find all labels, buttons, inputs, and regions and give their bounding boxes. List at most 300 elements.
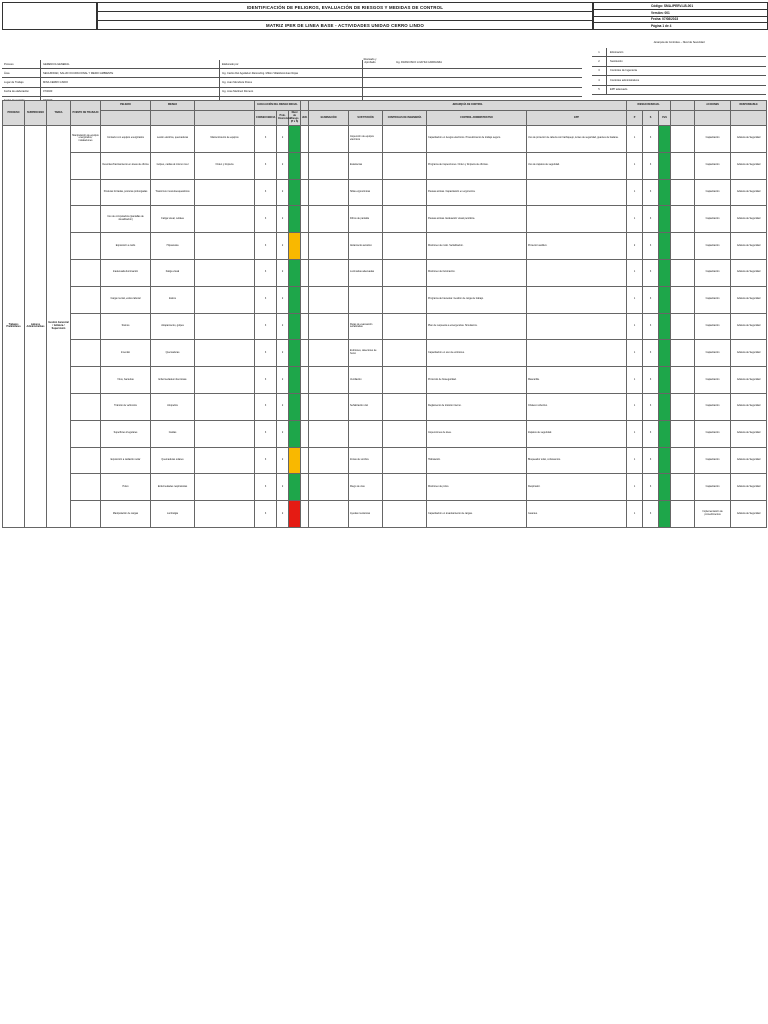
risk-level-cell: [289, 126, 301, 153]
elimination-cell: [195, 367, 255, 394]
residual-p-cell: 1: [627, 126, 643, 153]
engineering-cell: [383, 367, 427, 394]
col-consecuencia: CONSECUENCIA: [255, 111, 277, 126]
consequence-cell: 3: [255, 340, 277, 367]
elimination2-cell: [309, 367, 349, 394]
legend-item: [592, 67, 766, 76]
residual-s-cell: 3: [643, 233, 659, 260]
engineering-cell: [383, 286, 427, 313]
substitution-cell: Ayudas mecánicas: [349, 501, 383, 528]
elimination-cell: [195, 179, 255, 206]
responsible-cell: Jefatura de Seguridad: [731, 447, 767, 474]
elimination2-cell: [309, 393, 349, 420]
substitution-cell: Aislamiento acústico: [349, 233, 383, 260]
elimination2-cell: [309, 152, 349, 179]
col-subproceso: SUBPROCESO: [25, 101, 47, 126]
engineering-cell: [383, 206, 427, 233]
risk-level-cell: [289, 501, 301, 528]
action-cell: Capacitación: [695, 393, 731, 420]
doc-date: Fecha: 07/08/2023: [593, 16, 767, 23]
elimination-cell: [195, 340, 255, 367]
risk-level-cell: [289, 152, 301, 179]
hazard-cell: Manipulación de cargas: [101, 501, 151, 528]
col-tarea: TAREA: [47, 101, 71, 126]
consequence-cell: 3: [255, 152, 277, 179]
consequence-cell: 3: [255, 206, 277, 233]
elimination-cell: [195, 259, 255, 286]
col-proceso: PROCESO: [3, 101, 25, 126]
blank-cell: [671, 152, 695, 179]
info-label2: Ing. Jose Martinez Romero: [219, 88, 362, 96]
legend-number: 3: [592, 67, 607, 75]
action-cell: Capacitación: [695, 313, 731, 340]
engineering-cell: [383, 340, 427, 367]
document-codes: [592, 2, 768, 30]
action-cell: Capacitación: [695, 152, 731, 179]
consequence-cell: 3: [255, 313, 277, 340]
consequence-cell: 3: [255, 259, 277, 286]
elimination2-cell: [309, 447, 349, 474]
blank-cell: [671, 393, 695, 420]
info-value2: [362, 88, 582, 96]
post-cell: [71, 474, 101, 501]
residual-level-cell: [659, 393, 671, 420]
ppe-cell: Zapatos de seguridad.: [527, 420, 627, 447]
table-row: [3, 447, 767, 474]
residual-s-cell: 3: [643, 474, 659, 501]
consequence-cell: 3: [255, 126, 277, 153]
hazard-cell: Desorden/hacinamiento en áreas de oficina: [101, 152, 151, 179]
consequence-cell: 3: [255, 501, 277, 528]
post-cell: Manipulación de equipos energizados, instalaciones: [71, 126, 101, 153]
residual-p-cell: 1: [627, 206, 643, 233]
elimination-cell: [195, 313, 255, 340]
post-cell: [71, 179, 101, 206]
legend-text: Eliminación: [610, 50, 624, 54]
substitution-cell: Señalización vial: [349, 393, 383, 420]
post-cell: [71, 286, 101, 313]
jer-cell: [301, 474, 309, 501]
risk-level-cell: [289, 447, 301, 474]
responsible-cell: Jefatura de Seguridad: [731, 233, 767, 260]
legend-number: 5: [592, 86, 607, 94]
info-label: Lugar de Trabajo: [4, 80, 24, 84]
col-eliminacion: ELIMINACIÓN: [309, 111, 349, 126]
col-nivel: Nivel de Riesgo (P x S): [289, 111, 301, 126]
substitution-cell: Luminarias adecuadas: [349, 259, 383, 286]
jer-cell: [301, 286, 309, 313]
blank-cell: [671, 286, 695, 313]
info-label: Área: [4, 71, 10, 75]
post-cell: [71, 367, 101, 394]
col-acciones: ACCIONES: [695, 101, 731, 111]
admin-control-cell: Capacitación en levantamiento de cargas.: [427, 501, 527, 528]
col-ingenieria: CONTROLES DE INGENIERÍA: [383, 111, 427, 126]
table-row: [3, 420, 767, 447]
info-value: GERENCIA GENERAL: [40, 60, 219, 68]
engineering-cell: [383, 152, 427, 179]
probability-cell: 2: [277, 286, 289, 313]
table-row: [3, 367, 767, 394]
doc-code: Código: SMA-IPERV-LB-001: [651, 3, 694, 8]
blank-cell: [671, 126, 695, 153]
col-epp: EPP: [527, 111, 627, 126]
elimination-cell: [195, 501, 255, 528]
residual-level-cell: [659, 286, 671, 313]
table-row: [3, 340, 767, 367]
risk-matrix-table: [2, 100, 767, 528]
table-row: [3, 393, 767, 420]
col-responsable: RESPONSABLE: [731, 101, 767, 111]
hazard-cell: Uso de computadora (pantallas de visualización): [101, 206, 151, 233]
admin-control-cell: Programa de bienestar. Gestión de carga de trabajo.: [427, 286, 527, 313]
admin-control-cell: Pausas activas. Evaluación visual periódica.: [427, 206, 527, 233]
info-row: [2, 78, 582, 87]
probability-cell: 2: [277, 420, 289, 447]
post-cell: [71, 393, 101, 420]
legend-title: Jerarquía de Controles – Nivel de Severidad: [653, 41, 705, 44]
elimination2-cell: [309, 126, 349, 153]
ppe-cell: [527, 340, 627, 367]
engineering-cell: [383, 393, 427, 420]
consequence-cell: 3: [255, 420, 277, 447]
elimination-cell: [195, 286, 255, 313]
engineering-cell: [383, 233, 427, 260]
ppe-cell: [527, 259, 627, 286]
substitution-cell: [349, 286, 383, 313]
admin-control-cell: Capacitación en uso de extintores.: [427, 340, 527, 367]
action-cell: Capacitación: [695, 126, 731, 153]
admin-control-cell: Monitoreo de ruido. Señalización.: [427, 233, 527, 260]
substitution-cell: Ventilación: [349, 367, 383, 394]
responsible-cell: Jefatura de Seguridad: [731, 259, 767, 286]
ppe-cell: [527, 179, 627, 206]
hazard-cell: Inadecuada iluminación: [101, 259, 151, 286]
residual-level-cell: [659, 501, 671, 528]
consequence-cell: 3: [255, 367, 277, 394]
elimination2-cell: [309, 313, 349, 340]
probability-cell: 2: [277, 126, 289, 153]
jer-cell: [301, 206, 309, 233]
elimination2-cell: [309, 206, 349, 233]
col-peligro: PELIGRO: [101, 101, 151, 111]
responsible-cell: Jefatura de Seguridad: [731, 313, 767, 340]
responsible-cell: Jefatura de Seguridad: [731, 179, 767, 206]
elimination2-cell: [309, 340, 349, 367]
residual-p-cell: 1: [627, 340, 643, 367]
info-value2: [362, 60, 582, 68]
jer-cell: [301, 447, 309, 474]
residual-p-cell: 1: [627, 152, 643, 179]
col-pxs: PxS: [659, 111, 671, 126]
residual-s-cell: 3: [643, 340, 659, 367]
jer-cell: [301, 393, 309, 420]
hazard-cell: Superficies irregulares: [101, 420, 151, 447]
consequence-cell: 3: [255, 179, 277, 206]
residual-s-cell: 3: [643, 286, 659, 313]
admin-control-cell: Pausas activas. Capacitación en ergonomía.: [427, 179, 527, 206]
col-residual: RIESGO RESIDUAL: [627, 101, 671, 111]
action-cell: Capacitación: [695, 420, 731, 447]
legend-text: EPP adecuado: [610, 88, 628, 92]
engineering-cell: [383, 126, 427, 153]
table-row: [3, 206, 767, 233]
substitution-cell: Zonas de sombra: [349, 447, 383, 474]
residual-level-cell: [659, 126, 671, 153]
hazard-cell: Polvo: [101, 474, 151, 501]
risk-level-cell: [289, 206, 301, 233]
ppe-cell: Chaleco reflectivo.: [527, 393, 627, 420]
probability-cell: 2: [277, 447, 289, 474]
doc-version: Versión: 001: [593, 9, 767, 16]
residual-p-cell: 2: [627, 233, 643, 260]
blank-cell: [671, 420, 695, 447]
jer-cell: [301, 420, 309, 447]
residual-s-cell: 3: [643, 393, 659, 420]
residual-s-cell: 3: [643, 420, 659, 447]
title-line-3: MATRIZ IPER DE LINEA BASE - ACTIVIDADES UNIDAD CERRO LINDO: [97, 20, 593, 29]
legend-number: 2: [592, 57, 607, 65]
risk-level-cell: [289, 313, 301, 340]
residual-level-cell: [659, 474, 671, 501]
responsible-cell: Jefatura de Seguridad: [731, 474, 767, 501]
risk-cell: Trastornos musculoesqueléticos: [151, 179, 195, 206]
risk-level-cell: [289, 420, 301, 447]
info-row: [2, 60, 582, 69]
hazard-cell: Exposición a radiación solar: [101, 447, 151, 474]
elimination-cell: [195, 447, 255, 474]
hazard-cell: Contacto con equipos energizados: [101, 126, 151, 153]
elimination2-cell: [309, 474, 349, 501]
responsible-cell: Jefatura de Seguridad: [731, 152, 767, 179]
risk-cell: Quemaduras: [151, 340, 195, 367]
admin-control-cell: Reglamento de tránsito interno.: [427, 393, 527, 420]
ppe-cell: Protector auditivo.: [527, 233, 627, 260]
col-s: S: [643, 111, 659, 126]
jer-cell: [301, 179, 309, 206]
responsible-cell: Jefatura de Seguridad: [731, 206, 767, 233]
risk-cell: Enfermedades infecciosas: [151, 367, 195, 394]
probability-cell: 2: [277, 313, 289, 340]
elimination2-cell: [309, 501, 349, 528]
risk-level-cell: [289, 393, 301, 420]
residual-level-cell: [659, 206, 671, 233]
consequence-cell: 3: [255, 447, 277, 474]
elimination-cell: [195, 474, 255, 501]
residual-p-cell: 1: [627, 367, 643, 394]
risk-level-cell: [289, 367, 301, 394]
probability-cell: 2: [277, 259, 289, 286]
substitution-cell: Filtros de pantalla: [349, 206, 383, 233]
admin-control-cell: Monitoreo de iluminación.: [427, 259, 527, 286]
engineering-cell: [383, 259, 427, 286]
blank-cell: [671, 179, 695, 206]
table-row: [3, 152, 767, 179]
legend-item: [592, 86, 766, 95]
info-value: MINA CERRO LINDO: [40, 78, 219, 86]
risk-cell: Atrapamiento, golpes: [151, 313, 195, 340]
residual-s-cell: 3: [643, 126, 659, 153]
ppe-cell: Guantes.: [527, 501, 627, 528]
table-row: [3, 313, 767, 340]
probability-cell: 2: [277, 474, 289, 501]
blank-cell: [671, 313, 695, 340]
jer-cell: [301, 340, 309, 367]
probability-cell: 2: [277, 501, 289, 528]
blank-cell: [671, 447, 695, 474]
residual-level-cell: [659, 313, 671, 340]
residual-p-cell: 1: [627, 501, 643, 528]
info-label2: Ing. Juan Mendoza Flores: [219, 78, 362, 86]
risk-cell: Caídas: [151, 420, 195, 447]
elimination2-cell: [309, 179, 349, 206]
hazard-cell: Virus, bacterias: [101, 367, 151, 394]
residual-s-cell: 3: [643, 179, 659, 206]
legend-number: 4: [592, 76, 607, 84]
engineering-cell: [383, 447, 427, 474]
elimination2-cell: [309, 233, 349, 260]
action-cell: Capacitación: [695, 474, 731, 501]
table-row: [3, 474, 767, 501]
jer-cell: [301, 313, 309, 340]
risk-cell: Hipoacusia: [151, 233, 195, 260]
substitution-cell: Sillas ergonómicas: [349, 179, 383, 206]
probability-cell: 2: [277, 179, 289, 206]
action-cell: Capacitación: [695, 233, 731, 260]
responsible-cell: Jefatura de Seguridad: [731, 501, 767, 528]
blank-cell: [671, 474, 695, 501]
legend-text: Controles de Ingeniería: [610, 69, 637, 73]
engineering-cell: [383, 474, 427, 501]
legend-text: Controles administrativos: [610, 78, 640, 82]
substitution-cell: Rutas de evacuación señalizadas: [349, 313, 383, 340]
document-title-block: [96, 2, 594, 30]
ppe-cell: Mascarilla.: [527, 367, 627, 394]
action-cell: Capacitación: [695, 340, 731, 367]
col-prob: Prob. Ocurrencia: [277, 111, 289, 126]
legend-item: [592, 48, 766, 57]
responsible-cell: Jefatura de Seguridad: [731, 340, 767, 367]
residual-s-cell: 3: [643, 206, 659, 233]
blank-cell: [671, 206, 695, 233]
responsible-cell: Jefatura de Seguridad: [731, 420, 767, 447]
ppe-cell: [527, 286, 627, 313]
hazard-cell: Sismos: [101, 313, 151, 340]
consequence-cell: 3: [255, 286, 277, 313]
col-jer: JER.: [301, 111, 309, 126]
info-value: SEGURIDAD, SALUD OCUPACIONAL Y MEDIO AMBIENTE: [40, 69, 219, 77]
residual-s-cell: 3: [643, 501, 659, 528]
residual-level-cell: [659, 179, 671, 206]
col-evaluacion: EVALUACIÓN DEL RIESGO INICIAL: [255, 101, 301, 111]
consequence-cell: 3: [255, 393, 277, 420]
task-cell: Gestión Gerencial / Jefatura / Supervisión: [47, 126, 71, 528]
risk-cell: Quemaduras solares: [151, 447, 195, 474]
risk-cell: Atropellos: [151, 393, 195, 420]
residual-level-cell: [659, 447, 671, 474]
elimination-cell: [195, 233, 255, 260]
risk-cell: Fatiga visual: [151, 259, 195, 286]
info-value: 07/2023: [40, 88, 219, 96]
blank-cell: [671, 501, 695, 528]
action-cell: Capacitación: [695, 179, 731, 206]
engineering-cell: [383, 420, 427, 447]
responsible-cell: Jefatura de Seguridad: [731, 286, 767, 313]
action-cell: Capacitación: [695, 447, 731, 474]
hazard-cell: Tránsito de vehículos: [101, 393, 151, 420]
residual-s-cell: 3: [643, 152, 659, 179]
col-administrativo: CONTROL ADMINISTRATIVO: [427, 111, 527, 126]
engineering-cell: [383, 179, 427, 206]
probability-cell: 2: [277, 367, 289, 394]
jer-cell: [301, 126, 309, 153]
residual-level-cell: [659, 340, 671, 367]
action-cell: Capacitación: [695, 286, 731, 313]
residual-level-cell: [659, 420, 671, 447]
responsible-cell: Jefatura de Seguridad: [731, 393, 767, 420]
admin-control-cell: Plan de respuesta a emergencias. Simulacros.: [427, 313, 527, 340]
risk-level-cell: [289, 340, 301, 367]
ppe-cell: [527, 206, 627, 233]
col-medidas: JERARQUÍA DE CONTROL: [309, 101, 627, 111]
admin-control-cell: Programa de inspecciones. Orden y limpieza de oficinas.: [427, 152, 527, 179]
col-puesto: PUESTO DE TRABAJO: [71, 101, 101, 126]
info-row: [2, 88, 582, 97]
legend-number: 1: [592, 48, 607, 56]
risk-level-cell: [289, 233, 301, 260]
hazard-cell: Exposición a ruido: [101, 233, 151, 260]
post-cell: [71, 259, 101, 286]
title-line-2: [97, 11, 593, 20]
post-cell: [71, 206, 101, 233]
info-label: Fecha de elaboración: [4, 90, 29, 94]
risk-cell: Golpes, caídas al mismo nivel: [151, 152, 195, 179]
info-value2: [362, 78, 582, 86]
legend-item: [592, 57, 766, 66]
residual-s-cell: 3: [643, 367, 659, 394]
company-logo: [2, 2, 98, 30]
elimination-cell: [195, 393, 255, 420]
table-row: [3, 126, 767, 153]
post-cell: [71, 420, 101, 447]
hazard-cell: Incendio: [101, 340, 151, 367]
risk-level-cell: [289, 474, 301, 501]
info-value2: [362, 69, 582, 77]
blank-cell: [671, 259, 695, 286]
ppe-cell: Bloqueador solar, cortavientos.: [527, 447, 627, 474]
post-cell: [71, 447, 101, 474]
admin-control-cell: Capacitación en riesgos eléctricos. Procedimiento de trabajo seguro.: [427, 126, 527, 153]
table-row: [3, 501, 767, 528]
post-cell: [71, 313, 101, 340]
elimination2-cell: [309, 286, 349, 313]
info-label: Proceso: [4, 62, 14, 66]
risk-cell: Lesión eléctrica, quemaduras: [151, 126, 195, 153]
table-row: [3, 286, 767, 313]
post-cell: [71, 340, 101, 367]
hierarchy-legend: [592, 38, 766, 95]
table-row: [3, 233, 767, 260]
admin-control-cell: Monitoreo de polvo.: [427, 474, 527, 501]
admin-control-cell: Inspecciones de área.: [427, 420, 527, 447]
residual-p-cell: 1: [627, 286, 643, 313]
legend-item: [592, 76, 766, 85]
probability-cell: 2: [277, 206, 289, 233]
elimination-cell: [195, 420, 255, 447]
probability-cell: 2: [277, 152, 289, 179]
process-cell: Trabajos Preliminares: [3, 126, 25, 528]
engineering-cell: [383, 501, 427, 528]
